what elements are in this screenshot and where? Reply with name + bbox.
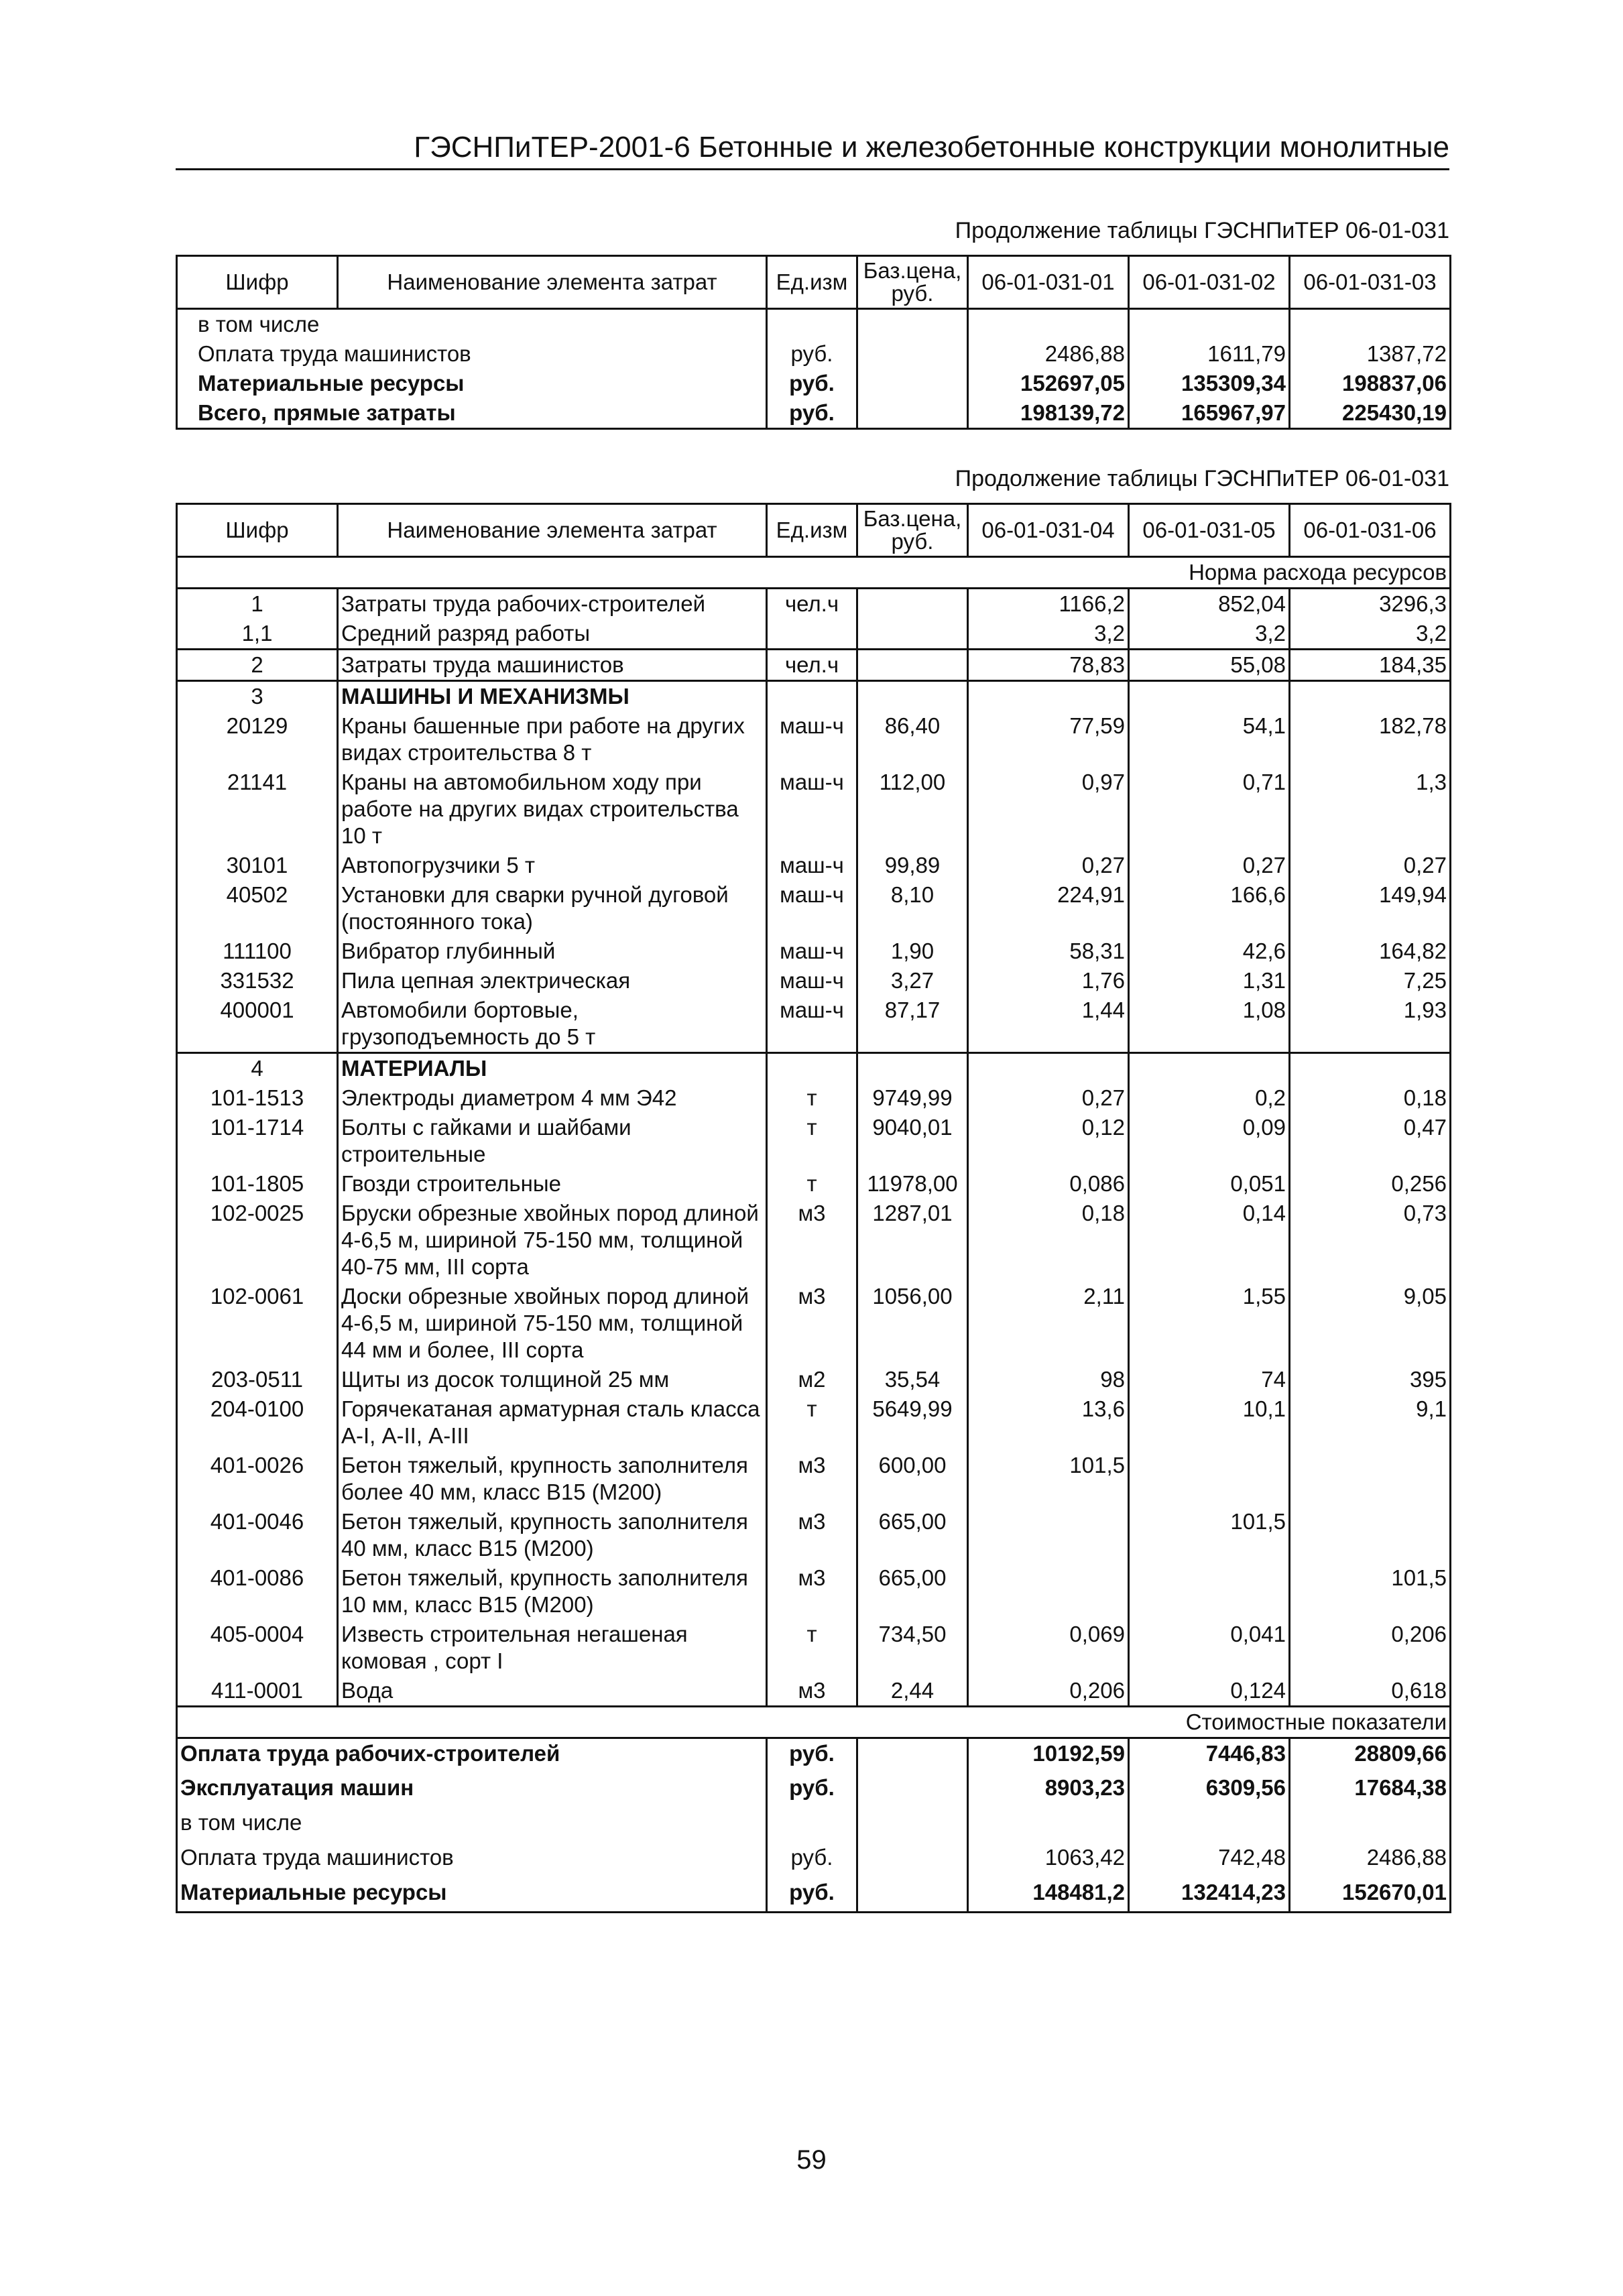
row-name: МАШИНЫ И МЕХАНИЗМЫ xyxy=(338,681,767,712)
row-value xyxy=(1129,1451,1290,1507)
row-price: 9040,01 xyxy=(857,1113,968,1169)
summary-value xyxy=(968,1808,1129,1843)
table-row xyxy=(177,650,1451,681)
row-value: 10,1 xyxy=(1129,1394,1290,1451)
row-unit: маш-ч xyxy=(767,936,857,966)
row-price: 5649,99 xyxy=(857,1394,968,1451)
row-unit xyxy=(767,1053,857,1084)
row-value: 0,069 xyxy=(968,1620,1129,1676)
row-name: Бетон тяжелый, крупность заполнителя 40 мм, класс В15 (М200) xyxy=(338,1507,767,1563)
row-value: 9,1 xyxy=(1290,1394,1451,1451)
row-value: 152697,05 xyxy=(968,369,1129,398)
row-value: 1,55 xyxy=(1129,1282,1290,1365)
row-price: 665,00 xyxy=(857,1507,968,1563)
table-row xyxy=(177,880,1451,936)
norm-label: Норма расхода ресурсов xyxy=(177,557,1451,589)
row-value: 2,11 xyxy=(968,1282,1129,1365)
row-value: 2486,88 xyxy=(968,339,1129,369)
row-name: Всего, прямые затраты xyxy=(198,400,456,425)
row-code: 20129 xyxy=(177,711,338,768)
row-value: 1,08 xyxy=(1129,995,1290,1053)
col-header-unit: Ед.изм xyxy=(767,256,857,309)
row-value: 1,44 xyxy=(968,995,1129,1053)
row-name: Установки для сварки ручной дуговой (постоянного тока) xyxy=(338,880,767,936)
row-name: Пила цепная электрическая xyxy=(338,966,767,995)
row-code: 203-0511 xyxy=(177,1365,338,1394)
table-row xyxy=(177,995,1451,1053)
row-value: 166,6 xyxy=(1129,880,1290,936)
row-name: Гвозди строительные xyxy=(338,1169,767,1199)
row-unit: м3 xyxy=(767,1563,857,1620)
row-value xyxy=(968,1507,1129,1563)
summary-value: 742,48 xyxy=(1129,1843,1290,1878)
row-value: 0,27 xyxy=(1129,851,1290,880)
row-price xyxy=(857,1053,968,1084)
table-row xyxy=(177,309,1451,340)
row-value: 0,97 xyxy=(968,768,1129,851)
summary-value: 152670,01 xyxy=(1290,1878,1451,1913)
row-code: 101-1805 xyxy=(177,1169,338,1199)
row-value: 165967,97 xyxy=(1129,398,1290,429)
row-price xyxy=(857,339,968,369)
row-price: 600,00 xyxy=(857,1451,968,1507)
table2-caption: Продолжение таблицы ГЭСНПиТЕР 06-01-031 xyxy=(955,466,1449,491)
summary-value: 132414,23 xyxy=(1129,1878,1290,1913)
row-unit: т xyxy=(767,1620,857,1676)
row-name: Горячекатаная арматурная сталь класса А-I, А-II, А-III xyxy=(338,1394,767,1451)
row-name: Оплата труда машинистов xyxy=(198,341,471,366)
row-name: Вода xyxy=(338,1676,767,1707)
table1-header-row xyxy=(177,256,1451,309)
summary-unit xyxy=(767,1808,857,1843)
row-unit: м3 xyxy=(767,1676,857,1707)
row-price xyxy=(857,589,968,619)
row-value: 78,83 xyxy=(968,650,1129,681)
summary-row xyxy=(177,1843,1451,1878)
row-price: 8,10 xyxy=(857,880,968,936)
table-row xyxy=(177,851,1451,880)
table-row xyxy=(177,1053,1451,1084)
row-value: 0,618 xyxy=(1290,1676,1451,1707)
row-value: 182,78 xyxy=(1290,711,1451,768)
row-value: 0,09 xyxy=(1129,1113,1290,1169)
summary-price xyxy=(857,1738,968,1773)
row-price: 2,44 xyxy=(857,1676,968,1707)
row-value: 0,2 xyxy=(1129,1083,1290,1113)
row-code: 102-0025 xyxy=(177,1199,338,1282)
summary-value: 148481,2 xyxy=(968,1878,1129,1913)
row-unit: чел.ч xyxy=(767,589,857,619)
row-value: 852,04 xyxy=(1129,589,1290,619)
table-row xyxy=(177,1169,1451,1199)
row-price: 1,90 xyxy=(857,936,968,966)
row-value: 1166,2 xyxy=(968,589,1129,619)
row-code: 411-0001 xyxy=(177,1676,338,1707)
row-unit: т xyxy=(767,1394,857,1451)
row-value: 74 xyxy=(1129,1365,1290,1394)
row-unit: чел.ч xyxy=(767,650,857,681)
row-value xyxy=(1129,681,1290,712)
row-value: 0,124 xyxy=(1129,1676,1290,1707)
summary-value: 17684,38 xyxy=(1290,1773,1451,1808)
row-value: 0,206 xyxy=(968,1676,1129,1707)
summary-name: Эксплуатация машин xyxy=(180,1774,414,1800)
table-row xyxy=(177,711,1451,768)
row-unit: м3 xyxy=(767,1282,857,1365)
row-value: 0,256 xyxy=(1290,1169,1451,1199)
summary-name: Оплата труда машинистов xyxy=(180,1844,454,1870)
row-value xyxy=(968,681,1129,712)
row-value: 395 xyxy=(1290,1365,1451,1394)
row-value: 3,2 xyxy=(968,619,1129,650)
row-unit: маш-ч xyxy=(767,768,857,851)
table-row xyxy=(177,1451,1451,1507)
row-name: Краны башенные при работе на других видах строительства 8 т xyxy=(338,711,767,768)
row-name: Краны на автомобильном ходу при работе на других видах строительства 10 т xyxy=(338,768,767,851)
row-unit xyxy=(767,681,857,712)
row-value: 0,71 xyxy=(1129,768,1290,851)
row-value xyxy=(1129,1563,1290,1620)
row-code: 102-0061 xyxy=(177,1282,338,1365)
row-price xyxy=(857,619,968,650)
row-name: в том числе xyxy=(198,312,320,337)
row-value: 135309,34 xyxy=(1129,369,1290,398)
row-unit: т xyxy=(767,1169,857,1199)
summary-row xyxy=(177,1878,1451,1913)
col-header-name: Наименование элемента затрат xyxy=(338,256,767,309)
norm-label-row xyxy=(177,557,1451,589)
table2-header-row xyxy=(177,504,1451,557)
row-name: Автопогрузчики 5 т xyxy=(338,851,767,880)
summary-name: Оплата труда рабочих-строителей xyxy=(177,1738,767,1773)
summary-row xyxy=(177,1738,1451,1773)
col-header-04: 06-01-031-01 xyxy=(968,256,1129,309)
cost-label-row xyxy=(177,1707,1451,1738)
row-code: 331532 xyxy=(177,966,338,995)
row-value: 55,08 xyxy=(1129,650,1290,681)
summary-price xyxy=(857,1808,968,1843)
row-unit: м3 xyxy=(767,1199,857,1282)
row-unit: руб. xyxy=(767,398,857,429)
table-row xyxy=(177,768,1451,851)
row-price: 86,40 xyxy=(857,711,968,768)
row-price: 99,89 xyxy=(857,851,968,880)
row-value: 0,206 xyxy=(1290,1620,1451,1676)
row-value xyxy=(1290,681,1451,712)
row-unit: м3 xyxy=(767,1451,857,1507)
row-name: Затраты труда машинистов xyxy=(338,650,767,681)
row-value xyxy=(1129,1053,1290,1084)
row-unit: руб. xyxy=(767,369,857,398)
row-value: 7,25 xyxy=(1290,966,1451,995)
row-value: 98 xyxy=(968,1365,1129,1394)
row-value: 0,041 xyxy=(1129,1620,1290,1676)
row-value: 0,18 xyxy=(968,1199,1129,1282)
row-value: 3,2 xyxy=(1129,619,1290,650)
row-value xyxy=(1129,309,1290,340)
table-row xyxy=(177,966,1451,995)
row-value: 0,14 xyxy=(1129,1199,1290,1282)
row-price: 665,00 xyxy=(857,1563,968,1620)
row-unit: маш-ч xyxy=(767,880,857,936)
summary-unit: руб. xyxy=(767,1773,857,1808)
row-value: 42,6 xyxy=(1129,936,1290,966)
row-value: 3296,3 xyxy=(1290,589,1451,619)
table-row xyxy=(177,1563,1451,1620)
row-code: 3 xyxy=(177,681,338,712)
summary-row xyxy=(177,1808,1451,1843)
row-value: 0,73 xyxy=(1290,1199,1451,1282)
row-value: 198139,72 xyxy=(968,398,1129,429)
row-value: 0,086 xyxy=(968,1169,1129,1199)
row-name: Бетон тяжелый, крупность заполнителя более 40 мм, класс В15 (М200) xyxy=(338,1451,767,1507)
row-code: 204-0100 xyxy=(177,1394,338,1451)
row-name: Затраты труда рабочих-строителей xyxy=(338,589,767,619)
table-row xyxy=(177,1507,1451,1563)
row-code: 1,1 xyxy=(177,619,338,650)
summary-unit: руб. xyxy=(767,1878,857,1913)
table-row xyxy=(177,589,1451,619)
row-name: Вибратор глубинный xyxy=(338,936,767,966)
col-header-price: Баз.цена, руб. xyxy=(857,256,968,309)
row-unit: маш-ч xyxy=(767,851,857,880)
summary-name: Материальные ресурсы xyxy=(180,1879,447,1905)
row-code: 401-0026 xyxy=(177,1451,338,1507)
col-header-06: 06-01-031-03 xyxy=(1290,256,1451,309)
row-value xyxy=(1290,1053,1451,1084)
row-value: 101,5 xyxy=(1129,1507,1290,1563)
page-header: ГЭСНПиТЕР-2001-6 Бетонные и железобетонные конструкции монолитные xyxy=(176,131,1449,170)
row-price xyxy=(857,681,968,712)
row-value: 77,59 xyxy=(968,711,1129,768)
summary-name: в том числе xyxy=(180,1809,302,1835)
row-value xyxy=(968,309,1129,340)
row-value xyxy=(1290,1451,1451,1507)
row-value xyxy=(968,1053,1129,1084)
row-code: 101-1513 xyxy=(177,1083,338,1113)
table-row xyxy=(177,1199,1451,1282)
row-unit xyxy=(767,619,857,650)
row-name: Доски обрезные хвойных пород длиной 4-6,5 м, шириной 75-150 мм, толщиной 44 мм и более, III сорта xyxy=(338,1282,767,1365)
summary-value: 2486,88 xyxy=(1290,1843,1451,1878)
row-value: 184,35 xyxy=(1290,650,1451,681)
row-value: 0,18 xyxy=(1290,1083,1451,1113)
table-row xyxy=(177,1620,1451,1676)
summary-value: 1063,42 xyxy=(968,1843,1129,1878)
row-code: 1 xyxy=(177,589,338,619)
cost-label: Стоимостные показатели xyxy=(177,1707,1451,1738)
row-unit: т xyxy=(767,1083,857,1113)
row-code: 400001 xyxy=(177,995,338,1053)
row-value: 1611,79 xyxy=(1129,339,1290,369)
row-value: 0,051 xyxy=(1129,1169,1290,1199)
col-header-05: 06-01-031-02 xyxy=(1129,256,1290,309)
row-value: 225430,19 xyxy=(1290,398,1451,429)
row-name: Известь строительная негашеная комовая , сорт I xyxy=(338,1620,767,1676)
row-unit: т xyxy=(767,1113,857,1169)
row-name: Болты с гайками и шайбами строительные xyxy=(338,1113,767,1169)
row-name: Бетон тяжелый, крупность заполнителя 10 мм, класс В15 (М200) xyxy=(338,1563,767,1620)
row-name: Материальные ресурсы xyxy=(198,371,465,396)
row-value: 3,2 xyxy=(1290,619,1451,650)
row-name: Бруски обрезные хвойных пород длиной 4-6,5 м, шириной 75-150 мм, толщиной 40-75 мм, III сорта xyxy=(338,1199,767,1282)
row-value: 198837,06 xyxy=(1290,369,1451,398)
row-name: МАТЕРИАЛЫ xyxy=(338,1053,767,1084)
row-unit xyxy=(767,309,857,340)
summary-unit: руб. xyxy=(767,1738,857,1773)
page-number: 59 xyxy=(796,2145,827,2175)
row-value xyxy=(1290,309,1451,340)
row-unit: маш-ч xyxy=(767,711,857,768)
summary-unit: руб. xyxy=(767,1843,857,1878)
table-row xyxy=(177,936,1451,966)
table1-caption: Продолжение таблицы ГЭСНПиТЕР 06-01-031 xyxy=(955,218,1449,243)
col-header-unit: Ед.изм xyxy=(767,504,857,557)
col-header-code: Шифр xyxy=(177,256,338,309)
summary-value xyxy=(1290,1808,1451,1843)
row-code: 2 xyxy=(177,650,338,681)
table-row xyxy=(177,1394,1451,1451)
col-header-name: Наименование элемента затрат xyxy=(338,504,767,557)
summary-price xyxy=(857,1878,968,1913)
col-header-05: 06-01-031-05 xyxy=(1129,504,1290,557)
col-header-04: 06-01-031-04 xyxy=(968,504,1129,557)
row-price xyxy=(857,650,968,681)
row-value: 0,27 xyxy=(968,851,1129,880)
row-value xyxy=(1290,1507,1451,1563)
table-row xyxy=(177,369,1451,398)
summary-value xyxy=(1129,1808,1290,1843)
table2 xyxy=(176,503,1451,1913)
row-value: 101,5 xyxy=(1290,1563,1451,1620)
row-name: Автомобили бортовые, грузоподъемность до 5 т xyxy=(338,995,767,1053)
row-price xyxy=(857,398,968,429)
row-code: 101-1714 xyxy=(177,1113,338,1169)
row-price xyxy=(857,309,968,340)
col-header-code: Шифр xyxy=(177,504,338,557)
table-row xyxy=(177,619,1451,650)
table-row xyxy=(177,1676,1451,1707)
row-value: 101,5 xyxy=(968,1451,1129,1507)
row-value: 1387,72 xyxy=(1290,339,1451,369)
col-header-06: 06-01-031-06 xyxy=(1290,504,1451,557)
row-price: 35,54 xyxy=(857,1365,968,1394)
row-value: 1,31 xyxy=(1129,966,1290,995)
row-code: 40502 xyxy=(177,880,338,936)
summary-value: 28809,66 xyxy=(1290,1738,1451,1773)
row-value: 0,12 xyxy=(968,1113,1129,1169)
row-value xyxy=(968,1563,1129,1620)
row-price: 9749,99 xyxy=(857,1083,968,1113)
table-row xyxy=(177,1083,1451,1113)
table-row xyxy=(177,398,1451,429)
row-code: 401-0046 xyxy=(177,1507,338,1563)
row-value: 0,27 xyxy=(968,1083,1129,1113)
row-unit: м2 xyxy=(767,1365,857,1394)
row-value: 1,76 xyxy=(968,966,1129,995)
summary-value: 6309,56 xyxy=(1129,1773,1290,1808)
row-price: 3,27 xyxy=(857,966,968,995)
row-code: 401-0086 xyxy=(177,1563,338,1620)
table-row xyxy=(177,1113,1451,1169)
row-value: 224,91 xyxy=(968,880,1129,936)
row-value: 1,3 xyxy=(1290,768,1451,851)
summary-row xyxy=(177,1773,1451,1808)
row-name: Щиты из досок толщиной 25 мм xyxy=(338,1365,767,1394)
row-value: 149,94 xyxy=(1290,880,1451,936)
row-code: 4 xyxy=(177,1053,338,1084)
row-value: 54,1 xyxy=(1129,711,1290,768)
row-value: 0,47 xyxy=(1290,1113,1451,1169)
row-price: 112,00 xyxy=(857,768,968,851)
row-price: 11978,00 xyxy=(857,1169,968,1199)
row-value: 0,27 xyxy=(1290,851,1451,880)
table-row xyxy=(177,339,1451,369)
summary-price xyxy=(857,1773,968,1808)
row-value: 58,31 xyxy=(968,936,1129,966)
table-row xyxy=(177,681,1451,712)
table1 xyxy=(176,255,1451,430)
row-unit: руб. xyxy=(767,339,857,369)
row-unit: маш-ч xyxy=(767,995,857,1053)
summary-value: 10192,59 xyxy=(968,1738,1129,1773)
row-name: Средний разряд работы xyxy=(338,619,767,650)
row-price: 734,50 xyxy=(857,1620,968,1676)
summary-price xyxy=(857,1843,968,1878)
table-row xyxy=(177,1282,1451,1365)
row-unit: м3 xyxy=(767,1507,857,1563)
row-value: 13,6 xyxy=(968,1394,1129,1451)
table-row xyxy=(177,1365,1451,1394)
row-code: 111100 xyxy=(177,936,338,966)
summary-value: 8903,23 xyxy=(968,1773,1129,1808)
row-price xyxy=(857,369,968,398)
row-price: 87,17 xyxy=(857,995,968,1053)
row-value: 9,05 xyxy=(1290,1282,1451,1365)
row-unit: маш-ч xyxy=(767,966,857,995)
col-header-price: Баз.цена, руб. xyxy=(857,504,968,557)
row-name: Электроды диаметром 4 мм Э42 xyxy=(338,1083,767,1113)
row-code: 21141 xyxy=(177,768,338,851)
row-code: 30101 xyxy=(177,851,338,880)
row-value: 1,93 xyxy=(1290,995,1451,1053)
row-value: 164,82 xyxy=(1290,936,1451,966)
row-price: 1056,00 xyxy=(857,1282,968,1365)
summary-value: 7446,83 xyxy=(1129,1738,1290,1773)
row-code: 405-0004 xyxy=(177,1620,338,1676)
row-price: 1287,01 xyxy=(857,1199,968,1282)
